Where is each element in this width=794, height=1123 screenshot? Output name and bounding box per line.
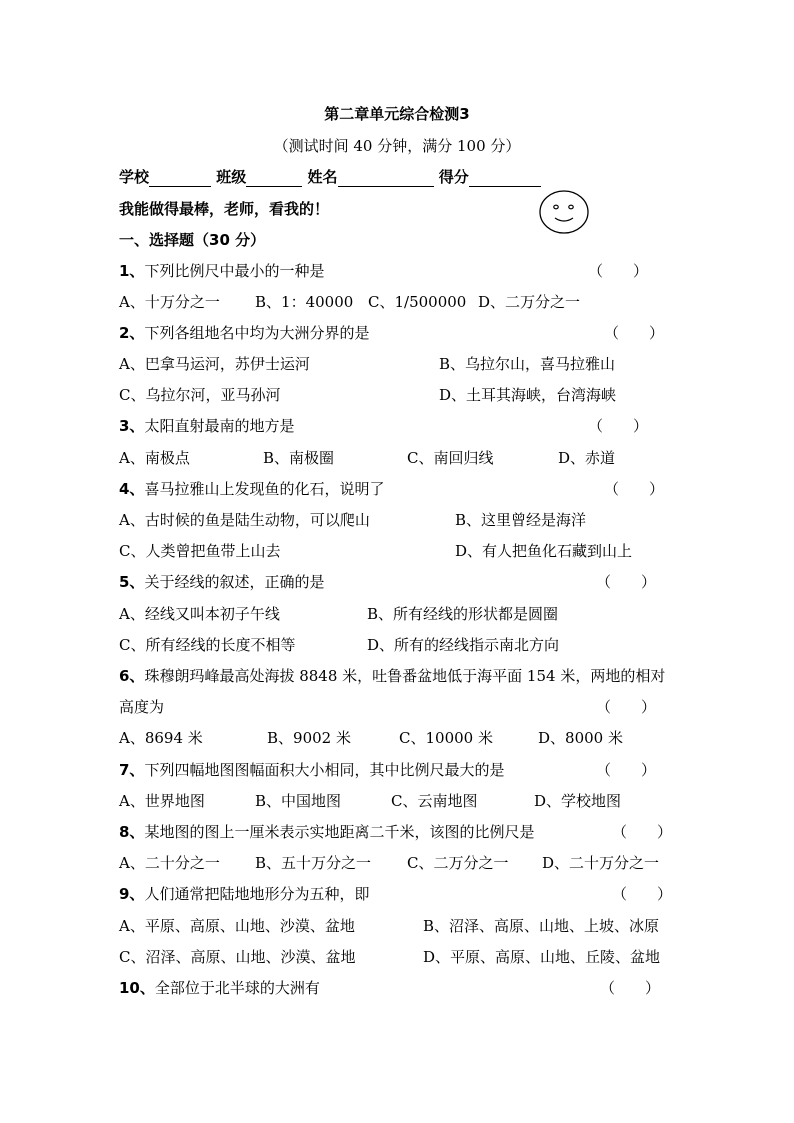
- smiley-face-icon: [538, 188, 590, 236]
- q6-option-c: C、10000 米: [399, 729, 493, 747]
- score-blank[interactable]: [469, 170, 541, 187]
- q1-option-a: A、十万分之一: [119, 293, 220, 311]
- q5-option-c: C、所有经线的长度不相等: [119, 636, 296, 654]
- school-blank[interactable]: [149, 170, 211, 187]
- q1-option-b: B、1：40000: [255, 293, 354, 311]
- q3-option-c: C、南回归线: [407, 449, 494, 467]
- question-2: 2、下列各组地名中均为大洲分界的是: [119, 324, 370, 342]
- question-8: 8、某地图的图上一厘米表示实地距离二千米，该图的比例尺是: [119, 823, 535, 841]
- q4-option-a: A、古时候的鱼是陆生动物，可以爬山: [119, 511, 370, 529]
- question-4: 4、喜马拉雅山上发现鱼的化石，说明了: [119, 480, 385, 498]
- q7-option-a: A、世界地图: [119, 792, 205, 810]
- answer-paren-7[interactable]: （ ）: [596, 761, 657, 779]
- q6-option-d: D、8000 米: [538, 729, 623, 747]
- answer-paren-6[interactable]: （ ）: [596, 698, 657, 716]
- q3-option-a: A、南极点: [119, 449, 190, 467]
- q4-option-d: D、有人把鱼化石藏到山上: [455, 542, 633, 560]
- question-10: 10、全部位于北半球的大洲有: [119, 979, 320, 997]
- q1-option-d: D、二万分之一: [478, 293, 581, 311]
- q9-option-d: D、平原、高原、山地、丘陵、盆地: [423, 948, 661, 966]
- school-label: 学校: [119, 168, 150, 186]
- page-subtitle: （测试时间 40 分钟，满分 100 分）: [273, 137, 521, 155]
- question-6-line-2: 高度为: [119, 698, 165, 716]
- student-info-line: [119, 166, 541, 187]
- q9-option-b: B、沼泽、高原、山地、上坡、冰原: [423, 917, 660, 935]
- q7-option-c: C、云南地图: [391, 792, 478, 810]
- answer-paren-3[interactable]: （ ）: [588, 417, 649, 435]
- q4-option-b: B、这里曾经是海洋: [455, 511, 587, 529]
- q8-option-c: C、二万分之一: [407, 854, 509, 872]
- q8-option-a: A、二十分之一: [119, 854, 220, 872]
- q3-option-b: B、南极圈: [263, 449, 335, 467]
- q2-option-a: A、巴拿马运河，苏伊士运河: [119, 355, 310, 373]
- answer-paren-8[interactable]: （ ）: [612, 823, 673, 841]
- name-label: 姓名: [307, 168, 338, 186]
- q3-option-d: D、赤道: [558, 449, 616, 467]
- name-blank[interactable]: [338, 170, 434, 187]
- question-6: 6、珠穆朗玛峰最高处海拔 8848 米，吐鲁番盆地低于海平面 154 米，两地的相对: [119, 667, 666, 685]
- q5-option-b: B、所有经线的形状都是圆圈: [367, 605, 559, 623]
- section-heading: 一、选择题（30 分）: [119, 231, 266, 249]
- answer-paren-10[interactable]: （ ）: [600, 979, 661, 997]
- q5-option-d: D、所有的经线指示南北方向: [367, 636, 560, 654]
- q7-option-b: B、中国地图: [255, 792, 342, 810]
- q1-option-c: C、1/500000: [368, 293, 467, 311]
- q2-option-d: D、土耳其海峡，台湾海峡: [439, 386, 617, 404]
- question-3: 3、太阳直射最南的地方是: [119, 417, 295, 435]
- q5-option-a: A、经线又叫本初子午线: [119, 605, 280, 623]
- class-label: 班级: [216, 168, 247, 186]
- q8-option-d: D、二十万分之一: [542, 854, 660, 872]
- answer-paren-2[interactable]: （ ）: [604, 324, 665, 342]
- answer-paren-5[interactable]: （ ）: [596, 573, 657, 591]
- question-9: 9、人们通常把陆地地形分为五种，即: [119, 885, 370, 903]
- q8-option-b: B、五十万分之一: [255, 854, 372, 872]
- q6-option-b: B、9002 米: [267, 729, 351, 747]
- answer-paren-1[interactable]: （ ）: [588, 262, 649, 280]
- question-7: 7、下列四幅地图图幅面积大小相同，其中比例尺最大的是: [119, 761, 505, 779]
- q9-option-c: C、沼泽、高原、山地、沙漠、盆地: [119, 948, 356, 966]
- page-title: 第二章单元综合检测3: [324, 105, 470, 123]
- class-blank[interactable]: [246, 170, 302, 187]
- answer-paren-9[interactable]: （ ）: [612, 885, 673, 903]
- q2-option-c: C、乌拉尔河，亚马孙河: [119, 386, 281, 404]
- q9-option-a: A、平原、高原、山地、沙漠、盆地: [119, 917, 355, 935]
- q6-option-a: A、8694 米: [119, 729, 203, 747]
- score-label: 得分: [438, 168, 469, 186]
- question-5: 5、关于经线的叙述，正确的是: [119, 573, 325, 591]
- q4-option-c: C、人类曾把鱼带上山去: [119, 542, 281, 560]
- answer-paren-4[interactable]: （ ）: [604, 480, 665, 498]
- q7-option-d: D、学校地图: [534, 792, 622, 810]
- question-1: 1、下列比例尺中最小的一种是: [119, 262, 325, 280]
- motto-text: 我能做得最棒，老师，看我的！: [119, 200, 330, 218]
- q2-option-b: B、乌拉尔山，喜马拉雅山: [439, 355, 616, 373]
